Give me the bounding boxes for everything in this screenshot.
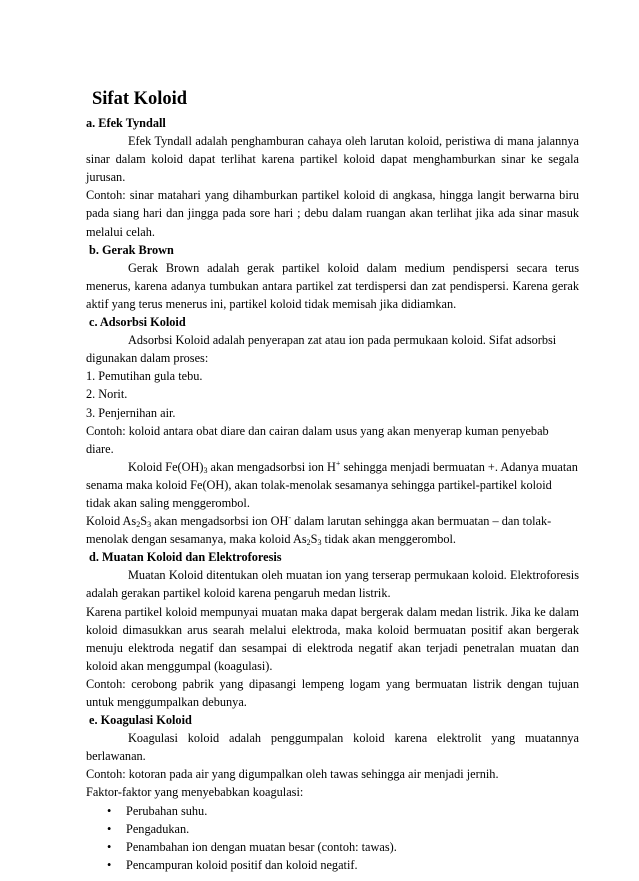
efek-tyndall-definition: Efek Tyndall adalah penghamburan cahaya oleh larutan koloid, peristiwa di mana jalannya sinar dalam koloid dapat terlihat karena partikel koloid dapat menghamburkan sinar ke segala jurusan. [86, 134, 579, 185]
gerak-brown-definition: Gerak Brown adalah gerak partikel koloid dalam medium pendispersi secara terus menerus, karena adanya tumbukan antara partikel zat terdispersi dan zat pendispersi. Karena gerak aktif yang terus menerus ini, partikel koloid tidak memisah jika didiamkan. [86, 260, 579, 311]
heading-muatan-koloid: d. Muatan Koloid dan Elektroforesis [89, 550, 282, 565]
adsorbsi-example: Contoh: koloid antara obat diare dan cairan dalam usus yang akan menyerap kuman penyebab diare. [86, 423, 549, 456]
adsorbsi-list-item: 1. Pemutihan gula tebu. [86, 369, 203, 384]
bullet-icon: • [107, 857, 112, 872]
elektroforesis-explanation: Karena partikel koloid mempunyai muatan maka dapat bergerak dalam medan listrik. Jika ke dalam koloid dimasukkan arus searah melalui elektroda, maka koloid bermuatan positif akan bergerak menuju elektroda negatif dan sesampai di elektroda negatif akan terjadi penetralan muatan dan koloid akan menggumpal (koagulasi). [86, 604, 579, 673]
koagulasi-factors-intro: Faktor-faktor yang menyebabkan koagulasi: [86, 785, 304, 800]
adsorbsi-as2s3-paragraph: Koloid $As_2S_3$ akan mengadsorbsi ion OH- dalam larutan sehingga akan bermuatan – dan tolak-menolak dengan sesamanya, maka koloid $As_2S_3$ tidak akan menggerombol. [86, 513, 552, 548]
koagulasi-example: Contoh: kotoran pada air yang digumpalkan oleh tawas sehingga air menjadi jernih. [86, 767, 499, 782]
koagulasi-definition: Koagulasi koloid adalah penggumpalan koloid karena elektrolit yang muatannya berlawanan. [86, 731, 579, 764]
list-item: • Pengadukan. [86, 820, 579, 838]
list-item: • Penambahan ion dengan muatan besar (contoh: tawas). [86, 838, 579, 856]
adsorbsi-list-item: 2. Norit. [86, 387, 128, 402]
adsorbsi-list-item: 3. Penjernihan air. [86, 405, 176, 420]
elektroforesis-example: Contoh: cerobong pabrik yang dipasangi lempeng logam yang bermuatan listrik dengan tujuan untuk menggumpalkan debunya. [86, 676, 579, 709]
heading-efek-tyndall: a. Efek Tyndall [86, 116, 166, 130]
bullet-icon: • [107, 821, 112, 836]
muatan-koloid-definition: Muatan Koloid ditentukan oleh muatan ion yang terserap permukaan koloid. Elektroforesis adalah gerakan partikel koloid karena pengaruh medan listrik. [86, 568, 579, 601]
adsorbsi-fe-oh-paragraph: Koloid $Fe(OH)_3$ akan mengadsorbsi ion H+ sehingga menjadi bermuatan +. Adanya muatan senama maka koloid Fe(OH), akan tolak-menolak sesamanya sehingga partikel-partikel koloid tidak akan saling menggerombol. [86, 458, 578, 510]
heading-gerak-brown: b. Gerak Brown [89, 242, 174, 257]
heading-adsorbsi-koloid: c. Adsorbsi Koloid [89, 315, 186, 330]
bullet-icon: • [107, 803, 112, 818]
document-page [86, 86, 579, 874]
bullet-icon: • [107, 839, 112, 854]
page-title: Sifat Koloid [92, 89, 188, 109]
koagulasi-factors-list [86, 802, 579, 874]
efek-tyndall-example: Contoh: sinar matahari yang dihamburkan partikel koloid di angkasa, hingga langit berwarna biru pada siang hari dan jingga pada sore hari ; debu dalam ruangan akan terlihat jika ada sinar masuk melalui celah. [86, 188, 579, 239]
list-item: • Perubahan suhu. [86, 802, 579, 820]
adsorbsi-definition: Adsorbsi Koloid adalah penyerapan zat atau ion pada permukaan koloid. Sifat adsorbsi digunakan dalam proses: [86, 333, 557, 366]
heading-koagulasi-koloid: e. Koagulasi Koloid [89, 713, 192, 728]
list-item: • Pencampuran koloid positif dan koloid negatif. [86, 856, 579, 874]
